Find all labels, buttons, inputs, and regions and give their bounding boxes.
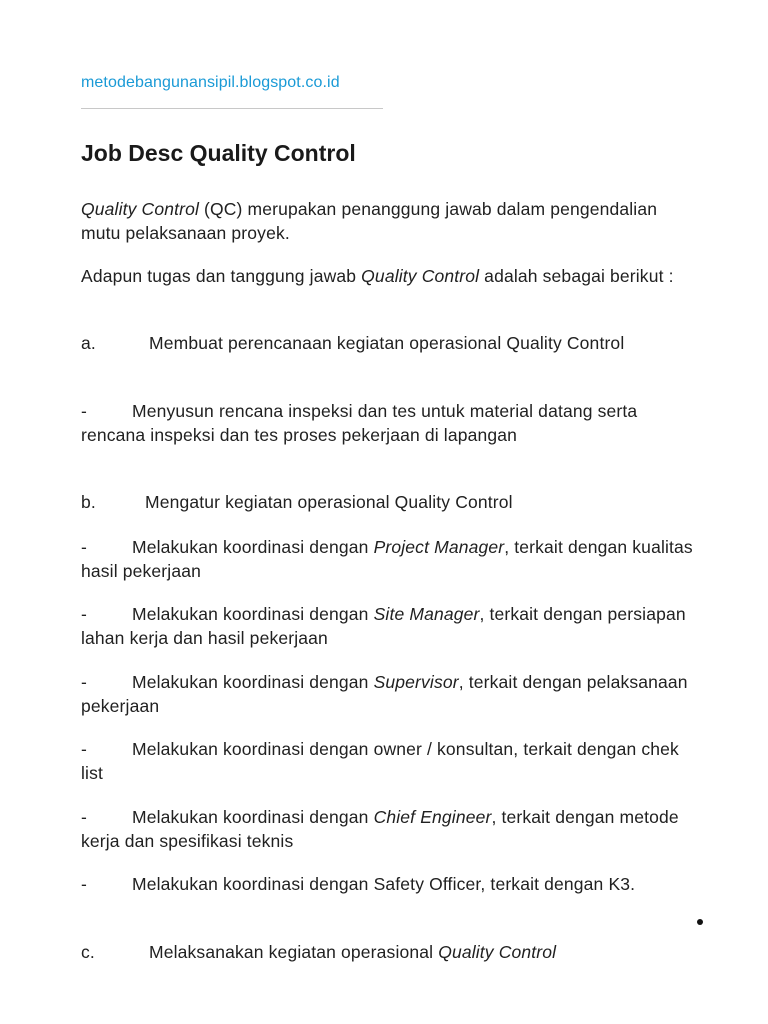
list-marker-b: b. — [81, 492, 96, 512]
list-subitem-b4 — [81, 737, 701, 785]
list-item-c-start: Melaksanakan kegiatan operasional — [149, 942, 439, 962]
list-marker-c: c. — [81, 942, 95, 962]
list-subitem-a1-text: Menyusun rencana inspeksi dan tes untuk material datang serta rencana inspeksi dan tes proses pekerjaan di lapangan — [81, 401, 638, 445]
dash-marker: - — [81, 401, 87, 421]
list-item-c-term: Quality Control — [438, 942, 557, 962]
list-item-a — [81, 331, 701, 355]
dash-marker: - — [81, 874, 87, 894]
source-divider — [81, 108, 383, 109]
list-item-b-text: Mengatur kegiatan operasional Quality Control — [145, 492, 513, 512]
list-subitem-b5 — [81, 805, 701, 853]
list-subitem-b2 — [81, 602, 701, 650]
list-item-a-text: Membuat perencanaan kegiatan operasional Quality Control — [149, 333, 625, 353]
list-subitem-a1 — [81, 399, 701, 447]
dash-marker: - — [81, 672, 87, 692]
list-subitem-b6-text: Melakukan koordinasi dengan Safety Officer, terkait dengan K3. — [132, 874, 636, 894]
list-marker-a: a. — [81, 333, 96, 353]
list-subitem-b3 — [81, 670, 701, 718]
duties-intro-start: Adapun tugas dan tanggung jawab — [81, 266, 362, 286]
bullet-dot — [697, 919, 703, 925]
dash-marker: - — [81, 537, 87, 557]
list-subitem-b1 — [81, 535, 701, 583]
list-subitem-b4-text: Melakukan koordinasi dengan owner / konsultan, terkait dengan chek list — [81, 739, 679, 783]
dash-marker: - — [81, 807, 87, 827]
list-subitem-b2-end: , terkait dengan persiapan lahan kerja dan hasil pekerjaan — [81, 604, 686, 648]
dash-marker: - — [81, 604, 87, 624]
list-subitem-b3-end: , terkait dengan pelaksanaan pekerjaan — [81, 672, 688, 716]
list-subitem-b2-start: Melakukan koordinasi dengan — [132, 604, 374, 624]
source-link[interactable]: metodebangunansipil.blogspot.co.id — [81, 74, 340, 91]
list-subitem-b1-end: , terkait dengan kualitas hasil pekerjaan — [81, 537, 693, 581]
list-subitem-b3-role: Supervisor — [373, 672, 459, 692]
list-subitem-b3-start: Melakukan koordinasi dengan — [132, 672, 374, 692]
list-subitem-b5-end: , terkait dengan metode kerja dan spesifikasi teknis — [81, 807, 679, 851]
list-item-c — [81, 940, 701, 964]
duties-intro-paragraph — [81, 264, 701, 288]
duties-intro-end: adalah sebagai berikut : — [479, 266, 674, 286]
list-item-b — [81, 490, 701, 514]
intro-text: (QC) merupakan penanggung jawab dalam pengendalian mutu pelaksanaan proyek. — [81, 199, 658, 243]
list-subitem-b5-start: Melakukan koordinasi dengan — [132, 807, 374, 827]
list-subitem-b6 — [81, 872, 701, 896]
list-subitem-b1-start: Melakukan koordinasi dengan — [132, 537, 374, 557]
dash-marker: - — [81, 739, 87, 759]
list-subitem-b2-role: Site Manager — [373, 604, 480, 624]
intro-term: Quality Control — [81, 199, 199, 219]
list-subitem-b5-role: Chief Engineer — [373, 807, 492, 827]
duties-intro-term: Quality Control — [361, 266, 480, 286]
intro-paragraph — [81, 197, 701, 245]
document-title: Job Desc Quality Control — [81, 140, 356, 166]
list-subitem-b1-role: Project Manager — [373, 537, 505, 557]
